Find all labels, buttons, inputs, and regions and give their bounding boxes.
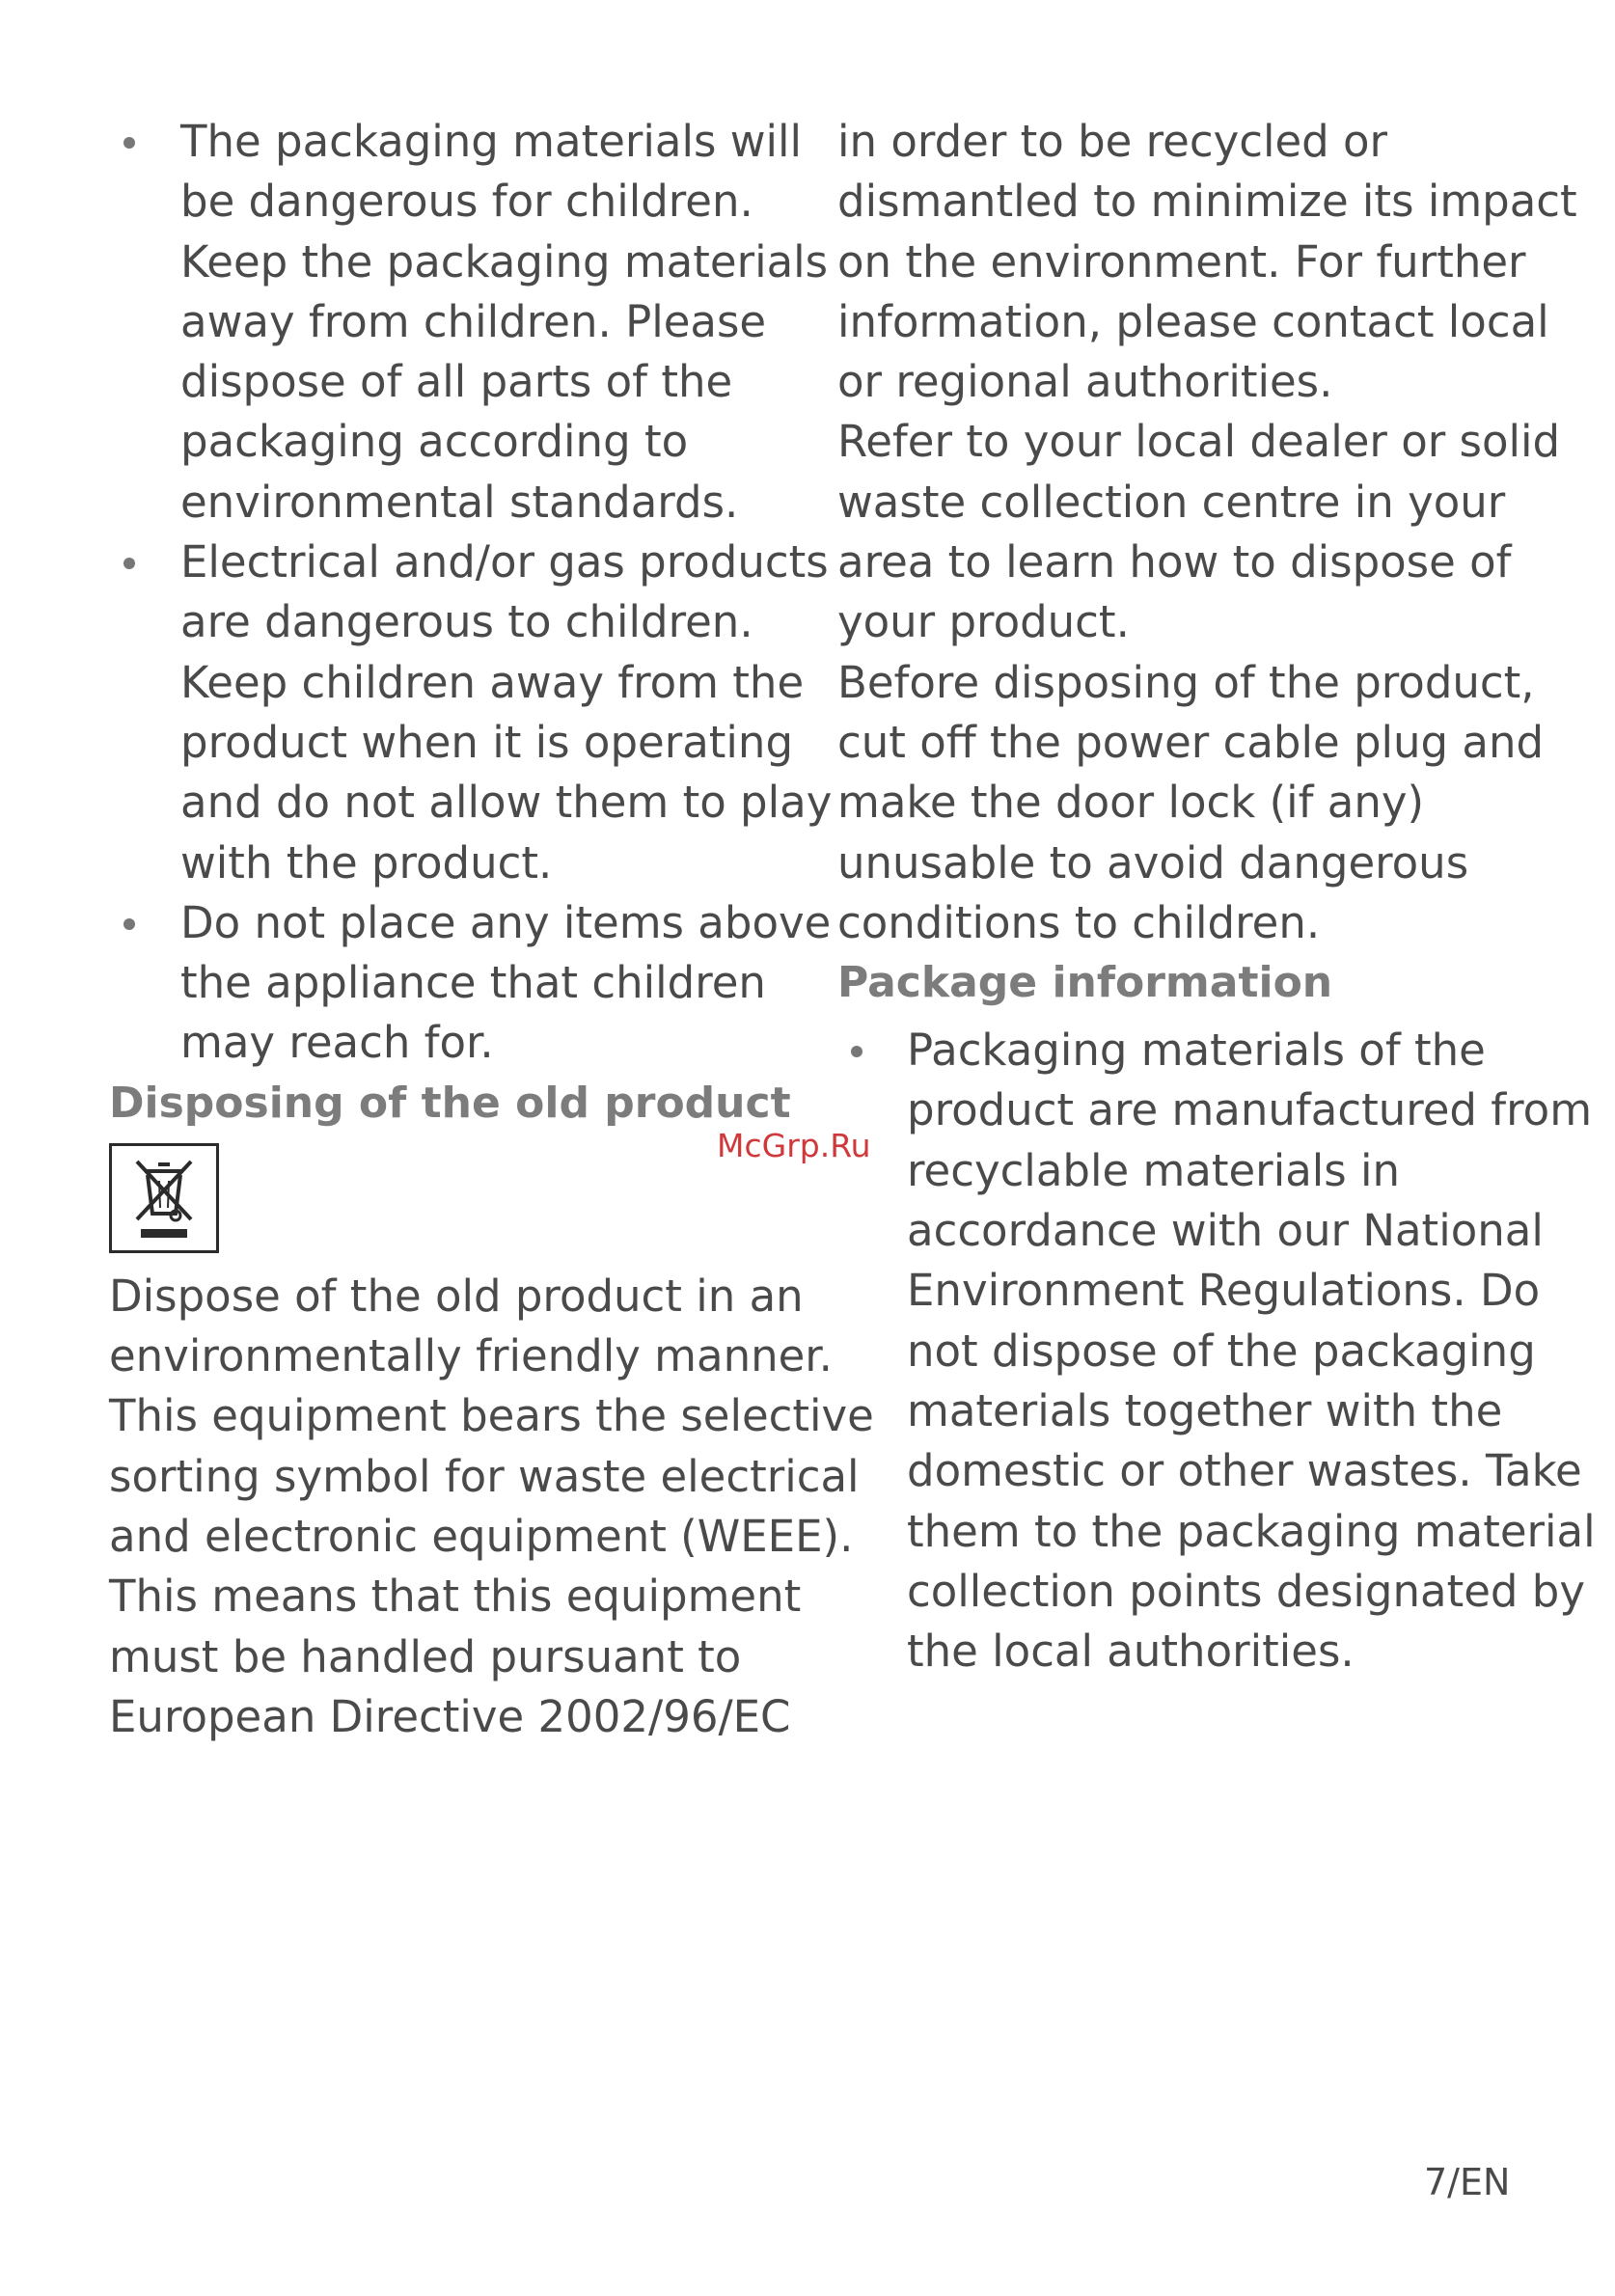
list-line: environmental standards. [180, 476, 739, 528]
safety-bullet-list [109, 112, 833, 1074]
paragraph-line: Before disposing of the product, [837, 656, 1535, 708]
list-line: may reach for. [180, 1017, 494, 1069]
paragraph-line: Refer to your local dealer or solid [837, 416, 1561, 468]
list-item [109, 533, 833, 893]
list-line: be dangerous for children. [180, 176, 753, 228]
list-line: recyclable materials in [907, 1144, 1401, 1196]
list-item [109, 112, 829, 533]
paragraph-line: cut off the power cable plug and [837, 716, 1545, 768]
paragraph-line: waste collection centre in your [837, 476, 1506, 528]
bullet-icon [123, 558, 135, 569]
section-heading-package-information: Package information [837, 958, 1333, 1008]
paragraph-line: Dispose of the old product in an [109, 1270, 804, 1322]
list-line: Electrical and/or gas products [180, 536, 829, 588]
list-item [109, 893, 832, 1074]
paragraph-line: and electronic equipment (WEEE). [109, 1510, 854, 1562]
paragraph-line: must be handled pursuant to [109, 1630, 742, 1682]
disposal-paragraph [109, 1267, 874, 1747]
page-number: 7/EN [1424, 2161, 1511, 2203]
package-bullet-list [837, 1021, 1596, 1681]
paragraph-line: European Directive 2002/96/EC [109, 1690, 791, 1742]
list-line: away from children. Please [180, 295, 767, 347]
list-item [837, 1021, 1596, 1681]
bullet-icon [851, 1046, 862, 1057]
list-line: domestic or other wastes. Take [907, 1445, 1582, 1497]
list-line: collection points designated by [907, 1565, 1585, 1617]
paragraph-line: environmentally friendly manner. [109, 1330, 833, 1382]
list-line: product are manufactured from [907, 1084, 1593, 1136]
list-line: packaging according to [180, 416, 689, 468]
list-line: the local authorities. [907, 1626, 1355, 1678]
paragraph-line: This means that this equipment [109, 1571, 802, 1623]
list-line: materials together with the [907, 1384, 1503, 1436]
paragraph-line: your product. [837, 596, 1130, 648]
disposal-paragraph-continued [837, 112, 1577, 953]
paragraph-line: conditions to children. [837, 896, 1321, 948]
list-line: them to the packaging material [907, 1505, 1596, 1557]
list-line: accordance with our National [907, 1205, 1544, 1257]
list-line: with the product. [180, 836, 553, 888]
list-line: Keep children away from the [180, 656, 805, 708]
watermark: McGrp.Ru [717, 1127, 871, 1164]
bullet-icon [123, 137, 135, 149]
list-line: product when it is operating [180, 716, 794, 768]
paragraph-line: This equipment bears the selective [109, 1390, 874, 1442]
list-line: Environment Regulations. Do [907, 1265, 1541, 1317]
paragraph-line: make the door lock (if any) [837, 777, 1425, 829]
list-line: not dispose of the packaging [907, 1325, 1536, 1377]
list-line: dispose of all parts of the [180, 356, 733, 408]
list-line: The packaging materials will [180, 116, 803, 167]
list-line: Do not place any items above [180, 896, 832, 948]
paragraph-line: unusable to avoid dangerous [837, 836, 1469, 888]
paragraph-line: sorting symbol for waste electrical [109, 1450, 860, 1502]
section-heading-disposing: Disposing of the old product [109, 1078, 791, 1128]
weee-crossed-bin-icon [109, 1143, 219, 1253]
list-line: Keep the packaging materials [180, 235, 829, 287]
list-line: are dangerous to children. [180, 596, 753, 648]
paragraph-line: or regional authorities. [837, 356, 1333, 408]
list-line: and do not allow them to play [180, 777, 833, 829]
list-line: Packaging materials of the [907, 1025, 1486, 1077]
right-column [837, 112, 1596, 1681]
crossed-out-wheelie-bin-icon [116, 1150, 212, 1246]
bullet-icon [123, 918, 135, 930]
paragraph-line: dismantled to minimize its impact [837, 176, 1577, 228]
paragraph-line: information, please contact local [837, 295, 1549, 347]
paragraph-line: in order to be recycled or [837, 116, 1388, 167]
list-line: the appliance that children [180, 957, 766, 1009]
paragraph-line: on the environment. For further [837, 235, 1526, 287]
paragraph-line: area to learn how to dispose of [837, 536, 1512, 588]
